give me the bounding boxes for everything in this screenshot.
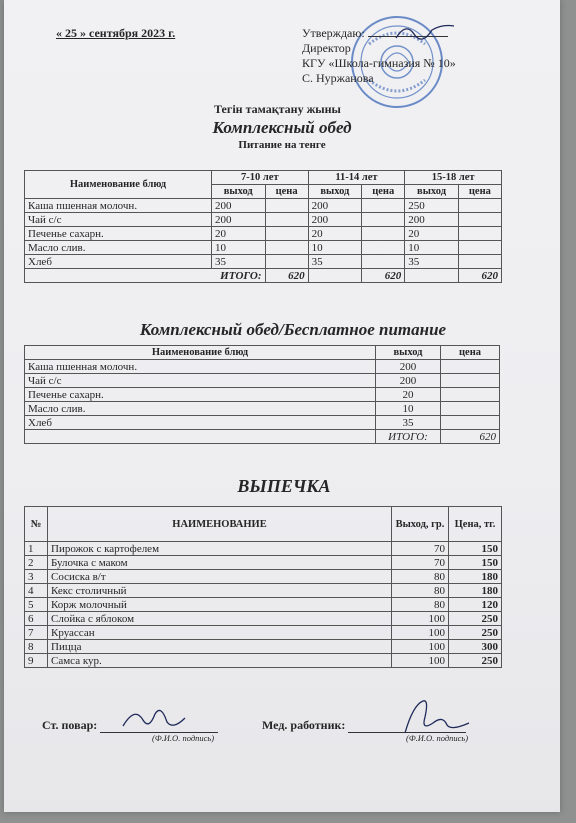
medic-caption: (Ф.И.О. подпись)	[406, 733, 469, 743]
dish-name: Каша пшенная молочн.	[25, 360, 376, 374]
price-cell	[441, 360, 500, 374]
empty-cell	[405, 269, 459, 283]
dish-name: Печенье сахарн.	[25, 227, 212, 241]
cook-label: Ст. повар:	[42, 718, 98, 732]
output-value: 10	[376, 402, 441, 416]
approve-label: Утверждаю:	[302, 26, 365, 40]
price-cell	[265, 199, 308, 213]
output-value: 100	[392, 612, 449, 626]
col-price: цена	[265, 185, 308, 199]
output-value: 80	[392, 598, 449, 612]
output-value: 200	[405, 213, 459, 227]
total-label: ИТОГО:	[25, 269, 266, 283]
output-value: 100	[392, 626, 449, 640]
price-cell	[362, 227, 405, 241]
free-lunch-title: Комплексный обед/Бесплатное питание	[139, 320, 447, 339]
total-value: 620	[441, 430, 500, 444]
price-cell	[362, 199, 405, 213]
dish-name: Хлеб	[25, 255, 212, 269]
row-number: 6	[25, 612, 48, 626]
table-row	[25, 584, 502, 598]
col-item-name: НАИМЕНОВАНИЕ	[48, 507, 392, 542]
free-meals-subtitle: Тегін тамақтану жыны	[214, 102, 341, 116]
price-value: 300	[449, 640, 502, 654]
output-value: 20	[376, 388, 441, 402]
table-row	[25, 626, 502, 640]
director-name: С. Нуржанова	[302, 71, 374, 85]
price-value: 180	[449, 584, 502, 598]
price-cell	[441, 416, 500, 430]
output-value: 10	[308, 241, 362, 255]
output-value: 200	[212, 213, 266, 227]
school-name: КГУ «Школа-гимназия № 10»	[302, 56, 456, 70]
total-row	[25, 430, 500, 444]
dish-name: Масло слив.	[25, 241, 212, 255]
total-value: 620	[362, 269, 405, 283]
price-cell	[458, 227, 501, 241]
item-name: Сосиска в/т	[48, 570, 392, 584]
output-value: 200	[308, 213, 362, 227]
table-row	[25, 570, 502, 584]
bakery-table	[24, 506, 502, 668]
table-row	[25, 241, 502, 255]
total-value: 620	[458, 269, 501, 283]
table-row	[25, 402, 500, 416]
age-group-header: 11-14 лет	[308, 171, 405, 185]
price-cell	[362, 241, 405, 255]
table-row	[25, 374, 500, 388]
empty-cell	[308, 269, 362, 283]
complex-lunch-table	[24, 170, 502, 283]
col-output: Выход, гр.	[392, 507, 449, 542]
item-name: Самса кур.	[48, 654, 392, 668]
col-output: выход	[308, 185, 362, 199]
output-value: 20	[308, 227, 362, 241]
dish-name: Хлеб	[25, 416, 376, 430]
table-row	[25, 416, 500, 430]
dish-name: Масло слив.	[25, 402, 376, 416]
price-value: 180	[449, 570, 502, 584]
price-cell	[441, 388, 500, 402]
table-row	[25, 227, 502, 241]
col-number: №	[25, 507, 48, 542]
col-price: цена	[458, 185, 501, 199]
medic-signature	[399, 695, 475, 739]
col-output: выход	[376, 346, 441, 360]
price-cell	[265, 241, 308, 255]
col-output: выход	[212, 185, 266, 199]
row-number: 5	[25, 598, 48, 612]
output-value: 70	[392, 542, 449, 556]
price-cell	[441, 402, 500, 416]
item-name: Корж молочный	[48, 598, 392, 612]
output-value: 100	[392, 640, 449, 654]
age-group-header: 7-10 лет	[212, 171, 309, 185]
row-number: 8	[25, 640, 48, 654]
director-title: Директор	[302, 41, 351, 55]
price-cell	[458, 241, 501, 255]
age-group-header: 15-18 лет	[405, 171, 502, 185]
cook-caption: (Ф.И.О. подпись)	[152, 733, 215, 743]
col-price: цена	[441, 346, 500, 360]
dish-name: Чай с/с	[25, 213, 212, 227]
total-label-spacer	[25, 430, 376, 444]
table-row	[25, 255, 502, 269]
row-number: 2	[25, 556, 48, 570]
dish-name: Печенье сахарн.	[25, 388, 376, 402]
price-value: 250	[449, 654, 502, 668]
table-row	[25, 388, 500, 402]
table-row	[25, 199, 502, 213]
total-value: 620	[265, 269, 308, 283]
output-value: 200	[376, 374, 441, 388]
output-value: 80	[392, 570, 449, 584]
table-row	[25, 612, 502, 626]
row-number: 7	[25, 626, 48, 640]
output-value: 20	[212, 227, 266, 241]
output-value: 200	[212, 199, 266, 213]
price-cell	[265, 213, 308, 227]
table-row	[25, 213, 502, 227]
price-cell	[458, 213, 501, 227]
output-value: 200	[376, 360, 441, 374]
output-value: 100	[392, 654, 449, 668]
table-row	[25, 640, 502, 654]
price-cell	[265, 255, 308, 269]
row-number: 4	[25, 584, 48, 598]
free-lunch-table	[24, 345, 500, 444]
output-value: 70	[392, 556, 449, 570]
price-value: 150	[449, 542, 502, 556]
total-row	[25, 269, 502, 283]
output-value: 20	[405, 227, 459, 241]
output-value: 35	[376, 416, 441, 430]
price-cell	[265, 227, 308, 241]
col-price: цена	[362, 185, 405, 199]
price-cell	[362, 213, 405, 227]
output-value: 10	[212, 241, 266, 255]
col-output: выход	[405, 185, 459, 199]
price-value: 120	[449, 598, 502, 612]
table-row	[25, 598, 502, 612]
output-value: 10	[405, 241, 459, 255]
price-cell	[458, 199, 501, 213]
item-name: Круассан	[48, 626, 392, 640]
table-row	[25, 542, 502, 556]
document-page	[4, 0, 560, 812]
dish-name: Чай с/с	[25, 374, 376, 388]
price-cell	[458, 255, 501, 269]
price-value: 150	[449, 556, 502, 570]
output-value: 80	[392, 584, 449, 598]
bakery-title: ВЫПЕЧКА	[237, 476, 331, 496]
table-row	[25, 360, 500, 374]
item-name: Слойка с яблоком	[48, 612, 392, 626]
total-label: ИТОГО:	[376, 430, 441, 444]
item-name: Кекс столичный	[48, 584, 392, 598]
price-cell	[362, 255, 405, 269]
output-value: 250	[405, 199, 459, 213]
output-value: 35	[405, 255, 459, 269]
output-value: 35	[212, 255, 266, 269]
director-signature	[392, 18, 462, 44]
col-dish-name: Наименование блюд	[25, 346, 376, 360]
output-value: 200	[308, 199, 362, 213]
complex-lunch-title: Комплексный обед	[212, 118, 352, 137]
price-value: 250	[449, 626, 502, 640]
dish-name: Каша пшенная молочн.	[25, 199, 212, 213]
row-number: 9	[25, 654, 48, 668]
price-cell	[441, 374, 500, 388]
output-value: 35	[308, 255, 362, 269]
col-dish-name: Наименование блюд	[25, 171, 212, 199]
cook-signature	[119, 700, 189, 734]
medic-label: Мед. работник:	[262, 718, 346, 732]
row-number: 3	[25, 570, 48, 584]
row-number: 1	[25, 542, 48, 556]
item-name: Булочка с маком	[48, 556, 392, 570]
pitanie-label: Питание на тенге	[238, 139, 326, 151]
table-row	[25, 556, 502, 570]
menu-date: « 25 » сентября 2023 г.	[56, 26, 176, 40]
price-value: 250	[449, 612, 502, 626]
item-name: Пицца	[48, 640, 392, 654]
item-name: Пирожок с картофелем	[48, 542, 392, 556]
col-price: Цена, тг.	[449, 507, 502, 542]
table-row	[25, 654, 502, 668]
